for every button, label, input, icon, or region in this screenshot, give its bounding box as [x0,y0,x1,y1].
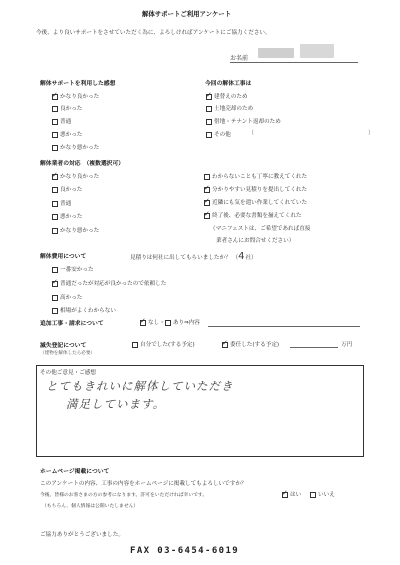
cost-heading: 解体費用について [40,254,87,260]
fax-number: FAX 03-6454-6019 [130,546,240,556]
redacted-name [258,48,294,58]
checkbox-checked[interactable] [52,170,58,180]
checkbox[interactable] [206,132,212,138]
impressions-heading: 解体サポートを利用した感想 [40,81,116,87]
contractor-option-1[interactable]: 良かった [52,185,82,193]
impression-option-1[interactable]: 良かった [52,104,82,112]
homepage-note: （もちろん、個人情報は公開いたしません） [42,504,139,509]
additional-heading: 追加工事・請求について [40,321,104,327]
reduction-yen: 万円 [341,342,353,348]
checkbox[interactable] [165,320,171,326]
checkbox[interactable] [52,106,58,112]
homepage-question: このアンケートの内容、工事の内容をホームページに掲載してもよろしいですか？ [40,481,247,487]
contractor-multi-0[interactable]: わからないことも丁寧に教えてくれた [204,172,307,180]
check-mark-icon: ✓ [282,488,288,497]
contractor-multi-1[interactable]: ✓ 分かりやすい見積りを提出してくれた [204,183,308,193]
purpose-other-bracket: （ ） [248,130,375,137]
contractor-option-2[interactable]: 普通 [52,199,71,207]
purpose-option-1[interactable]: 土地売却のため [206,104,253,112]
checkbox[interactable] [52,132,58,138]
check-mark-icon: ✓ [52,170,58,179]
purpose-option-3[interactable]: その他 [206,130,231,138]
name-underline [230,62,358,63]
purpose-option-0[interactable]: ✓ 建替えのため [206,90,248,100]
check-mark-icon: ✓ [206,90,212,99]
check-mark-icon: ✓ [52,90,58,99]
comment-line-1: とてもきれいに解体していただき [46,379,234,393]
checkbox[interactable] [52,201,58,207]
thanks-text: ご協力ありがとうございました。 [40,532,124,538]
checkbox[interactable] [52,308,58,314]
contractor-heading: 解体業者の対応 （複数選択可） [40,161,125,167]
checkbox-checked[interactable] [204,196,210,206]
purpose-option-2[interactable]: 借地・テナント返却のため [206,117,281,125]
contractor-multi-3[interactable]: ✓ 終了後、必要な書類を揃えてくれた [204,209,302,219]
impression-option-2[interactable]: 普通 [52,117,71,125]
contractor-option-0[interactable]: ✓ かなり良かった [52,170,100,180]
check-mark-icon: ✓ [204,183,210,192]
check-mark-icon: ✓ [204,209,210,218]
checkbox[interactable] [132,342,138,348]
estimate-question: 見積りは何社に出してもらいましたか？ （4社） [130,251,257,262]
reduction-heading: 滅失登記について [40,343,87,349]
checkbox[interactable] [52,228,58,234]
contractor-option-3[interactable]: 悪かった [52,212,82,220]
cost-option-3[interactable]: 相場がよくわからない [52,306,116,314]
check-mark-icon: ✓ [222,338,228,347]
homepage-request: 今後、皆様のお客さまの方の参考になります。許可をいただければ幸いです。 [40,493,208,498]
manifest-note-2: 業者さんにお問合せください） [216,238,295,244]
checkbox[interactable] [310,492,316,498]
checkbox[interactable] [52,145,58,151]
survey-intro: 今後、より良いサポートをさせていただく為に、よろしければアンケートにご協力ください。 [36,30,271,36]
estimate-count: 4 [238,251,246,262]
additional-content-line [208,326,360,327]
reduction-self-option[interactable]: 自分でした(する予定) [132,340,195,348]
name-label: お名前 [230,55,249,62]
cost-option-1[interactable]: ✓ 普通だったが対応が良かったので依頼した [52,277,167,287]
check-mark-icon: ✓ [140,316,146,325]
contractor-option-4[interactable]: かなり悪かった [52,226,99,234]
checkbox[interactable] [52,187,58,193]
checkbox-checked[interactable] [52,277,58,287]
reduction-delegate-option[interactable]: ✓ 委任した(する予定) [222,338,280,348]
additional-options: ✓ なし・ あり⇒内容 [140,316,200,326]
impression-option-4[interactable]: かなり悪かった [52,143,99,151]
comment-line-2: 満足しています。 [66,397,166,411]
checkbox-checked[interactable] [206,90,212,100]
manifest-note-1: （マニフェストは、ご希望であれば直接 [210,226,311,232]
redacted-name-2 [300,44,334,58]
checkbox-checked[interactable] [282,488,288,498]
cost-option-0[interactable]: 一番安かった [52,265,94,273]
checkbox[interactable] [206,119,212,125]
homepage-heading: ホームページ掲載について [40,469,110,475]
reduction-amount-line [290,347,338,348]
cost-option-2[interactable]: 高かった [52,293,82,301]
check-mark-icon: ✓ [204,196,210,205]
checkbox[interactable] [206,106,212,112]
contractor-multi-2[interactable]: ✓ 近隣にも気を遣い作業してくれていた [204,196,308,206]
homepage-no-option[interactable]: いいえ [310,490,335,498]
reduction-sub: （建物を解体したら必要） [40,351,96,356]
checkbox[interactable] [52,295,58,301]
impression-option-0[interactable]: ✓ かなり良かった [52,90,100,100]
checkbox-checked[interactable] [52,90,58,100]
checkbox[interactable] [204,174,210,180]
checkbox[interactable] [52,119,58,125]
checkbox-checked[interactable] [204,209,210,219]
survey-title: 解体サポートご利用アンケート [142,10,232,18]
impression-option-3[interactable]: 悪かった [52,130,82,138]
purpose-heading: 今回の解体工事は [205,81,252,87]
checkbox-checked[interactable] [204,183,210,193]
homepage-yes-option[interactable]: ✓ はい [282,488,302,498]
check-mark-icon: ✓ [52,277,58,286]
checkbox[interactable] [52,214,58,220]
comments-heading: その他ご意見・ご感想 [40,370,96,376]
checkbox-checked[interactable] [140,316,146,326]
checkbox[interactable] [52,267,58,273]
checkbox-checked[interactable] [222,338,228,348]
